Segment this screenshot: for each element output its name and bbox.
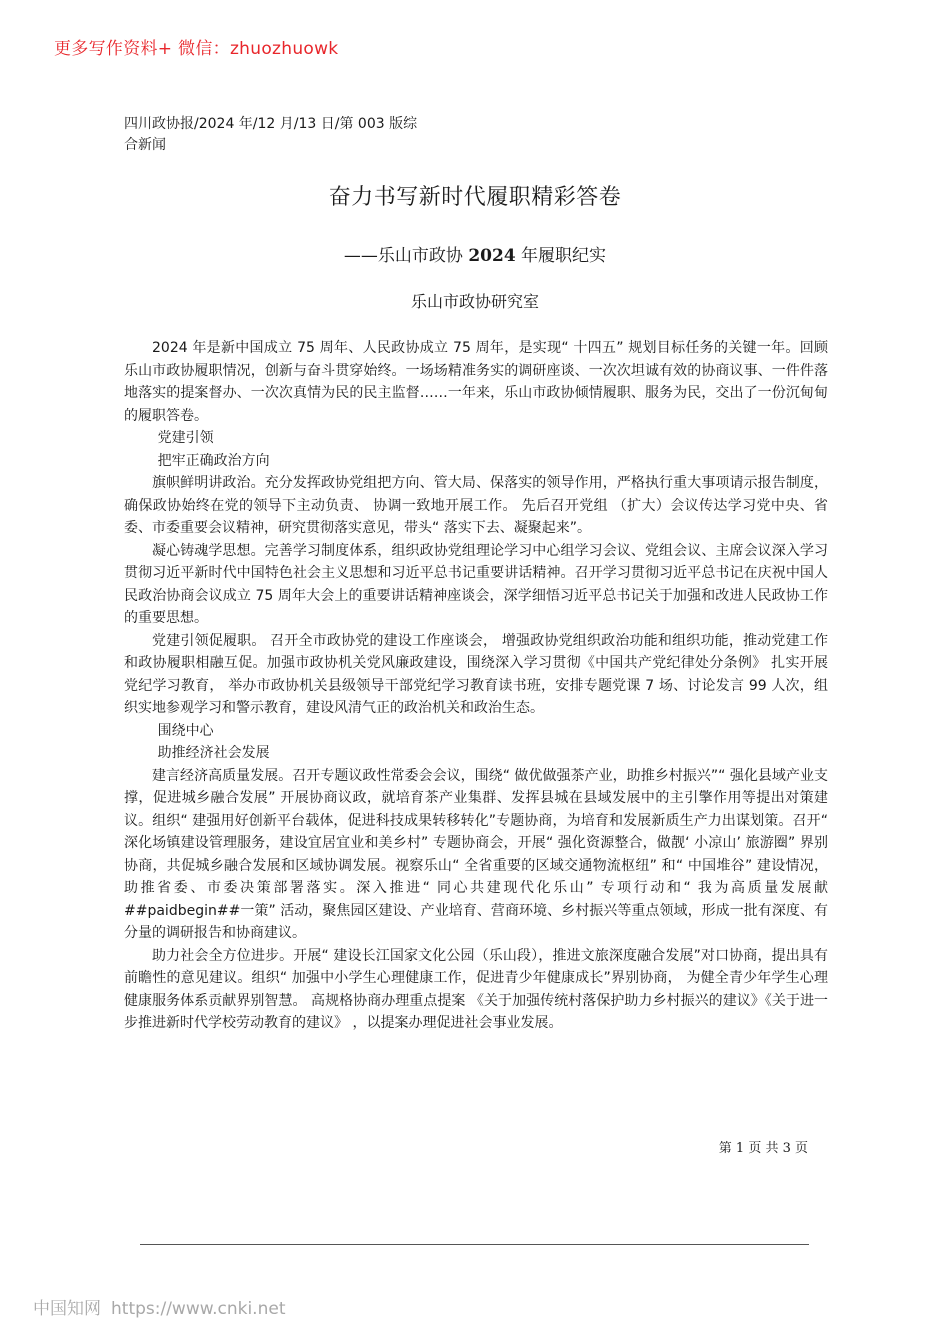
section-heading: 党建引领 — [157, 430, 214, 446]
section-heading: 把牢正确政治方向 — [157, 452, 270, 469]
footer-divider — [140, 1244, 809, 1245]
subtitle-year: 2024 — [468, 246, 516, 266]
section-heading: 助推经济社会发展 — [157, 745, 270, 761]
source-line: 四川政协报/2024 年/12 月/13 日/第 003 版综合新闻 — [124, 116, 418, 153]
promo-banner: 更多写作资料+ 微信：zhuozhuowk — [54, 39, 339, 59]
subtitle-dash: —— — [343, 246, 378, 266]
subtitle-suffix: 年履职纪实 — [515, 246, 607, 266]
body-paragraph: 2024 年是新中国成立 75 周年、人民政协成立 75 周年，是实现“ 十四五” 规划目标任务的关键一年。回顾乐山市政协履职情况，创新与奋斗贯穿始终。一场场精准务实的调研座谈、一次次坦诚有效的协商议事、一件件落地落实的提案督办、一次次真情为民的民主监督……一年来，乐山市政协倾情履职、服务为民，交出了一份沉甸甸的履职答卷。 — [124, 340, 828, 424]
body-paragraph: 建言经济高质量发展。召开专题议政性常委会会议，围绕“ 做优做强茶产业，助推乡村振兴”“ 强化县域产业支撑，促进城乡融合发展” 开展协商议政，就培育茶产业集群、发挥县城在县域发展中的主引擎作用等提出对策建议。组织“ 建强用好创新平台载体，促进科技成果转移转化”专题协商，为培育和发展新质生产力出谋划策。召开“ 深化场镇建设管理服务，建设宜居宜业和美乡村” 专题协商会，开展“ 强化资源整合，做靓‘ 小凉山’ 旅游圈” 界别协商，共促城乡融合发展和区域协调发展。视察乐山“ 全省重要的区域交通物流枢纽” 和“ 中国堆谷” 建设情况，助推省委、市委决策部署落实。深入推进“ 同心共建现代化乐山” 专项行动和“ 我为高质量发展献##paidbegin##一策” 活动，聚焦园区建设、产业培育、营商环境、乡村振兴等重点领域，形成一批有深度、有分量的调研报告和协商建议。 — [124, 767, 828, 941]
watermark-url: https://www.cnki.net — [111, 1299, 286, 1319]
page-number: 第 1 页 共 3 页 — [718, 1141, 808, 1156]
article-body — [124, 337, 828, 1035]
article-title: 奋力书写新时代履职精彩答卷 — [328, 185, 622, 210]
section-heading: 围绕中心 — [157, 722, 214, 739]
article-author: 乐山市政协研究室 — [410, 292, 539, 311]
body-paragraph: 旗帜鲜明讲政治。充分发挥政协党组把方向、管大局、保落实的领导作用，严格执行重大事项请示报告制度， 确保政协始终在党的领导下主动负责、 协调一致地开展工作。 先后召开党组 （扩大）会议传达学习党中央、省委、市委重要会议精神，研究贯彻落实意见，带头“ 落实下去、凝聚起来”。 — [124, 475, 828, 536]
cnki-watermark — [33, 1294, 285, 1319]
body-paragraph: 凝心铸魂学思想。完善学习制度体系，组织政协党组理论学习中心组学习会议、党组会议、主席会议深入学习贯彻习近平新时代中国特色社会主义思想和习近平总书记重要讲话精神。召开学习贯彻习近平总书记在庆祝中国人民政治协商会议成立 75 周年大会上的重要讲话精神座谈会，深学细悟习近平总书记关于加强和改进人民政协工作的重要思想。 — [124, 542, 828, 626]
article-subtitle — [0, 241, 950, 266]
subtitle-prefix: 乐山市政协 — [377, 246, 469, 266]
body-paragraph: 党建引领促履职。 召开全市政协党的建设工作座谈会， 增强政协党组织政治功能和组织功能，推动党建工作和政协履职相融互促。加强市政协机关党风廉政建设，围绕深入学习贯彻《中国共产党纪律处分条例》 扎实开展党纪学习教育， 举办市政协机关县级领导干部党纪学习教育读书班，安排专题党课 7 场、讨论发言 99 人次，组织实地参观学习和警示教育，建设风清气正的政治机关和政治生态。 — [124, 632, 828, 716]
watermark-brand: 中国知网 — [33, 1299, 101, 1319]
body-paragraph: 助力社会全方位进步。开展“ 建设长江国家文化公园（乐山段），推进文旅深度融合发展”对口协商，提出具有前瞻性的意见建议。组织“ 加强中小学生心理健康工作，促进青少年健康成长”界别协商， 为健全青少年学生心理健康服务体系贡献界别智慧。 高规格协商办理重点提案 《关于加强传统村落保护助力乡村振兴的建议》《关于进一步推进新时代学校劳动教育的建议》 ，以提案办理促进社会事业发展。 — [124, 947, 828, 1031]
